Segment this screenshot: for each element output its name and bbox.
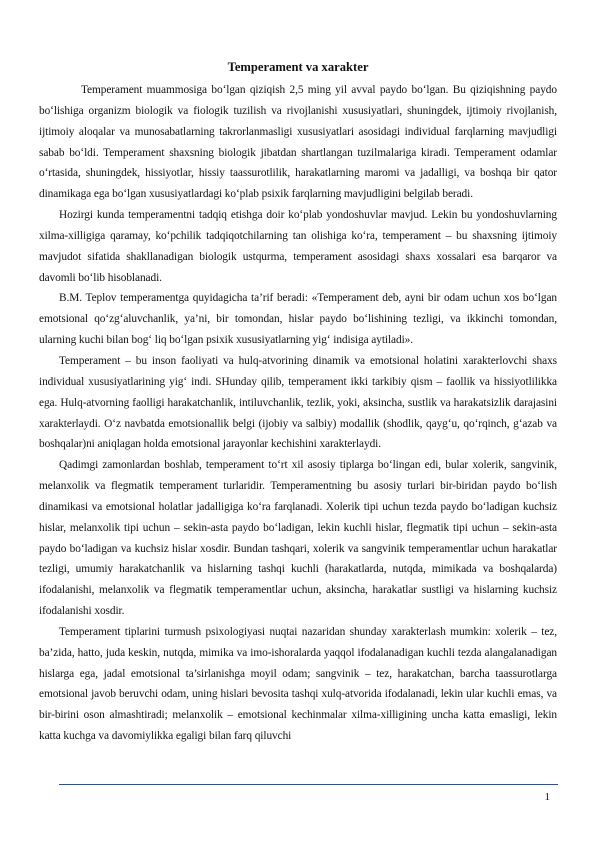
paragraph: B.M. Teplov temperamentga quyidagicha ta’rif beradi: «Temperament deb, ayni bir odam uchun xos bo‘lgan emotsional qo‘zg‘aluvchanlik, ya’ni, bir tomondan, hislar paydo bo‘lishining tezligi, va ikkinchi tomondan, ularning kuchi bilan bog‘ liq bo‘lgan psixik xususiyatlarning yig‘ indisiga aytiladi».: [39, 292, 557, 347]
paragraph: Temperament – bu inson faoliyati va hulq-atvorining dinamik va emotsional holatini xarakterlovchi shaxs individual xususiyatlarining yig‘ indi. SHunday qilib, temperament ikki tarkibiy qism – faollik va hissiyotlilikka ega. Hulq-atvorning faolligi harakatchanlik, intiluvchanlik, tezlik, yoki, aksincha, sustlik va harakatsizlik darajasini xarakterlaydi. O‘z navbatda emotsionallik belgi (ijobiy va salbiy) modallik (shodlik, qayg‘u, qo‘rqinch, g‘azab va boshqalar)ni aniqlagan holda emotsional jarayonlar kechishini xarakterlaydi.: [39, 354, 557, 451]
paragraph: Hozirgi kunda temperamentni tadqiq etishga doir ko‘plab yondoshuvlar mavjud. Lekin bu yondoshuvlarning xilma-xilligiga qaramay, ko‘pchilik tadqiqotchilarning tan olishiga ko‘ra, temperament – bu shaxsning ijtimoiy mavjudot sifatida shakllanadigan biologik ustqurma, temperament asosidagi shaxs xossalari esa barqaror va davomli bo‘lib hisoblanadi.: [39, 209, 557, 284]
body-text: [39, 80, 557, 747]
footer-divider: [59, 784, 558, 785]
page-number: 1: [544, 791, 550, 803]
paragraph: Temperament tiplarini turmush psixologiyasi nuqtai nazaridan shunday xarakterlash mumkin: xolerik – tez, ba’zida, hatto, juda keskin, nutqda, mimika va imo-ishoralarda yaqqol ifodalanadigan kuchli tezda alangalanadigan hislarga ega, jadal emotsional ta’sirlanishga moyil odam; sangvinik – tez, harakatchan, barcha taassurotlarga emotsional javob beruvchi odam, uning hislari bevosita tashqi xulq-atvorida ifodalanadi, lekin ular kuchli emas, va bir-birini oson almashtiradi; melanxolik – emotsional kechinmalar xilma-xilligining uncha katta emasligi, lekin katta kuchga va davomiylikka egaligi bilan farq qiluvchi: [39, 625, 557, 743]
page-title: Temperament va xarakter: [227, 60, 369, 74]
paragraph: Qadimgi zamonlardan boshlab, temperament to‘rt xil asosiy tiplarga bo‘lingan edi, bular xolerik, sangvinik, melanxolik va flegmatik temperament turlaridir. Temperamentning bu asosiy turlari bir-biridan paydo bo‘lish dinamikasi va emotsional holatlar jadalligiga ko‘ra farqlanadi. Xolerik tipi uchun tezda paydo bo‘ladigan kuchsiz hislar, melanxolik tipi uchun – sekin-asta paydo bo‘ladigan, lekin kuchli hislar, flegmatik tipi uchun – sekin-asta paydo bo‘ladigan va kuchsiz hislar xosdir. Bundan tashqari, xolerik va sangvinik temperamentlar uchun harakatlar tezligi, umumiy harakatchanlik va hislarning tashqi kuchli (harakatlarda, nutqda, mimikada va boshqalarda) ifodalanishi, melanxolik va flegmatik temperamentlar uchun, aksincha, harakatlar sustligi va hislarning kuchsiz ifodalanishi xosdir.: [39, 459, 557, 618]
paragraph: Temperament muammosiga bo‘lgan qiziqish 2,5 ming yil avval paydo bo‘lgan. Bu qiziqishning paydo bo‘lishiga organizm biologik va fiologik tuzilish va rivojlanishi xususiyatlari, shuningdek, ijtimoiy rivojlanish, ijtimoiy aloqalar va munosabatlarning takrorlanmasligi xususiyatlari asosidagi individual farqlarning mavjudligi sabab bo‘ldi. Temperament shaxsning biologik jibatdan shartlangan tuzilmalariga kiradi. Temperament odamlar o‘rtasida, shuningdek, hissiyotlar, hissiy taassurotlilik, harakatlarning maromi va jadalligi, va boshqa bir qator dinamikaga ega bo‘lgan xususiyatlardagi ko‘plab psixik farqlarning mavjudligini belgilab beradi.: [39, 84, 557, 201]
